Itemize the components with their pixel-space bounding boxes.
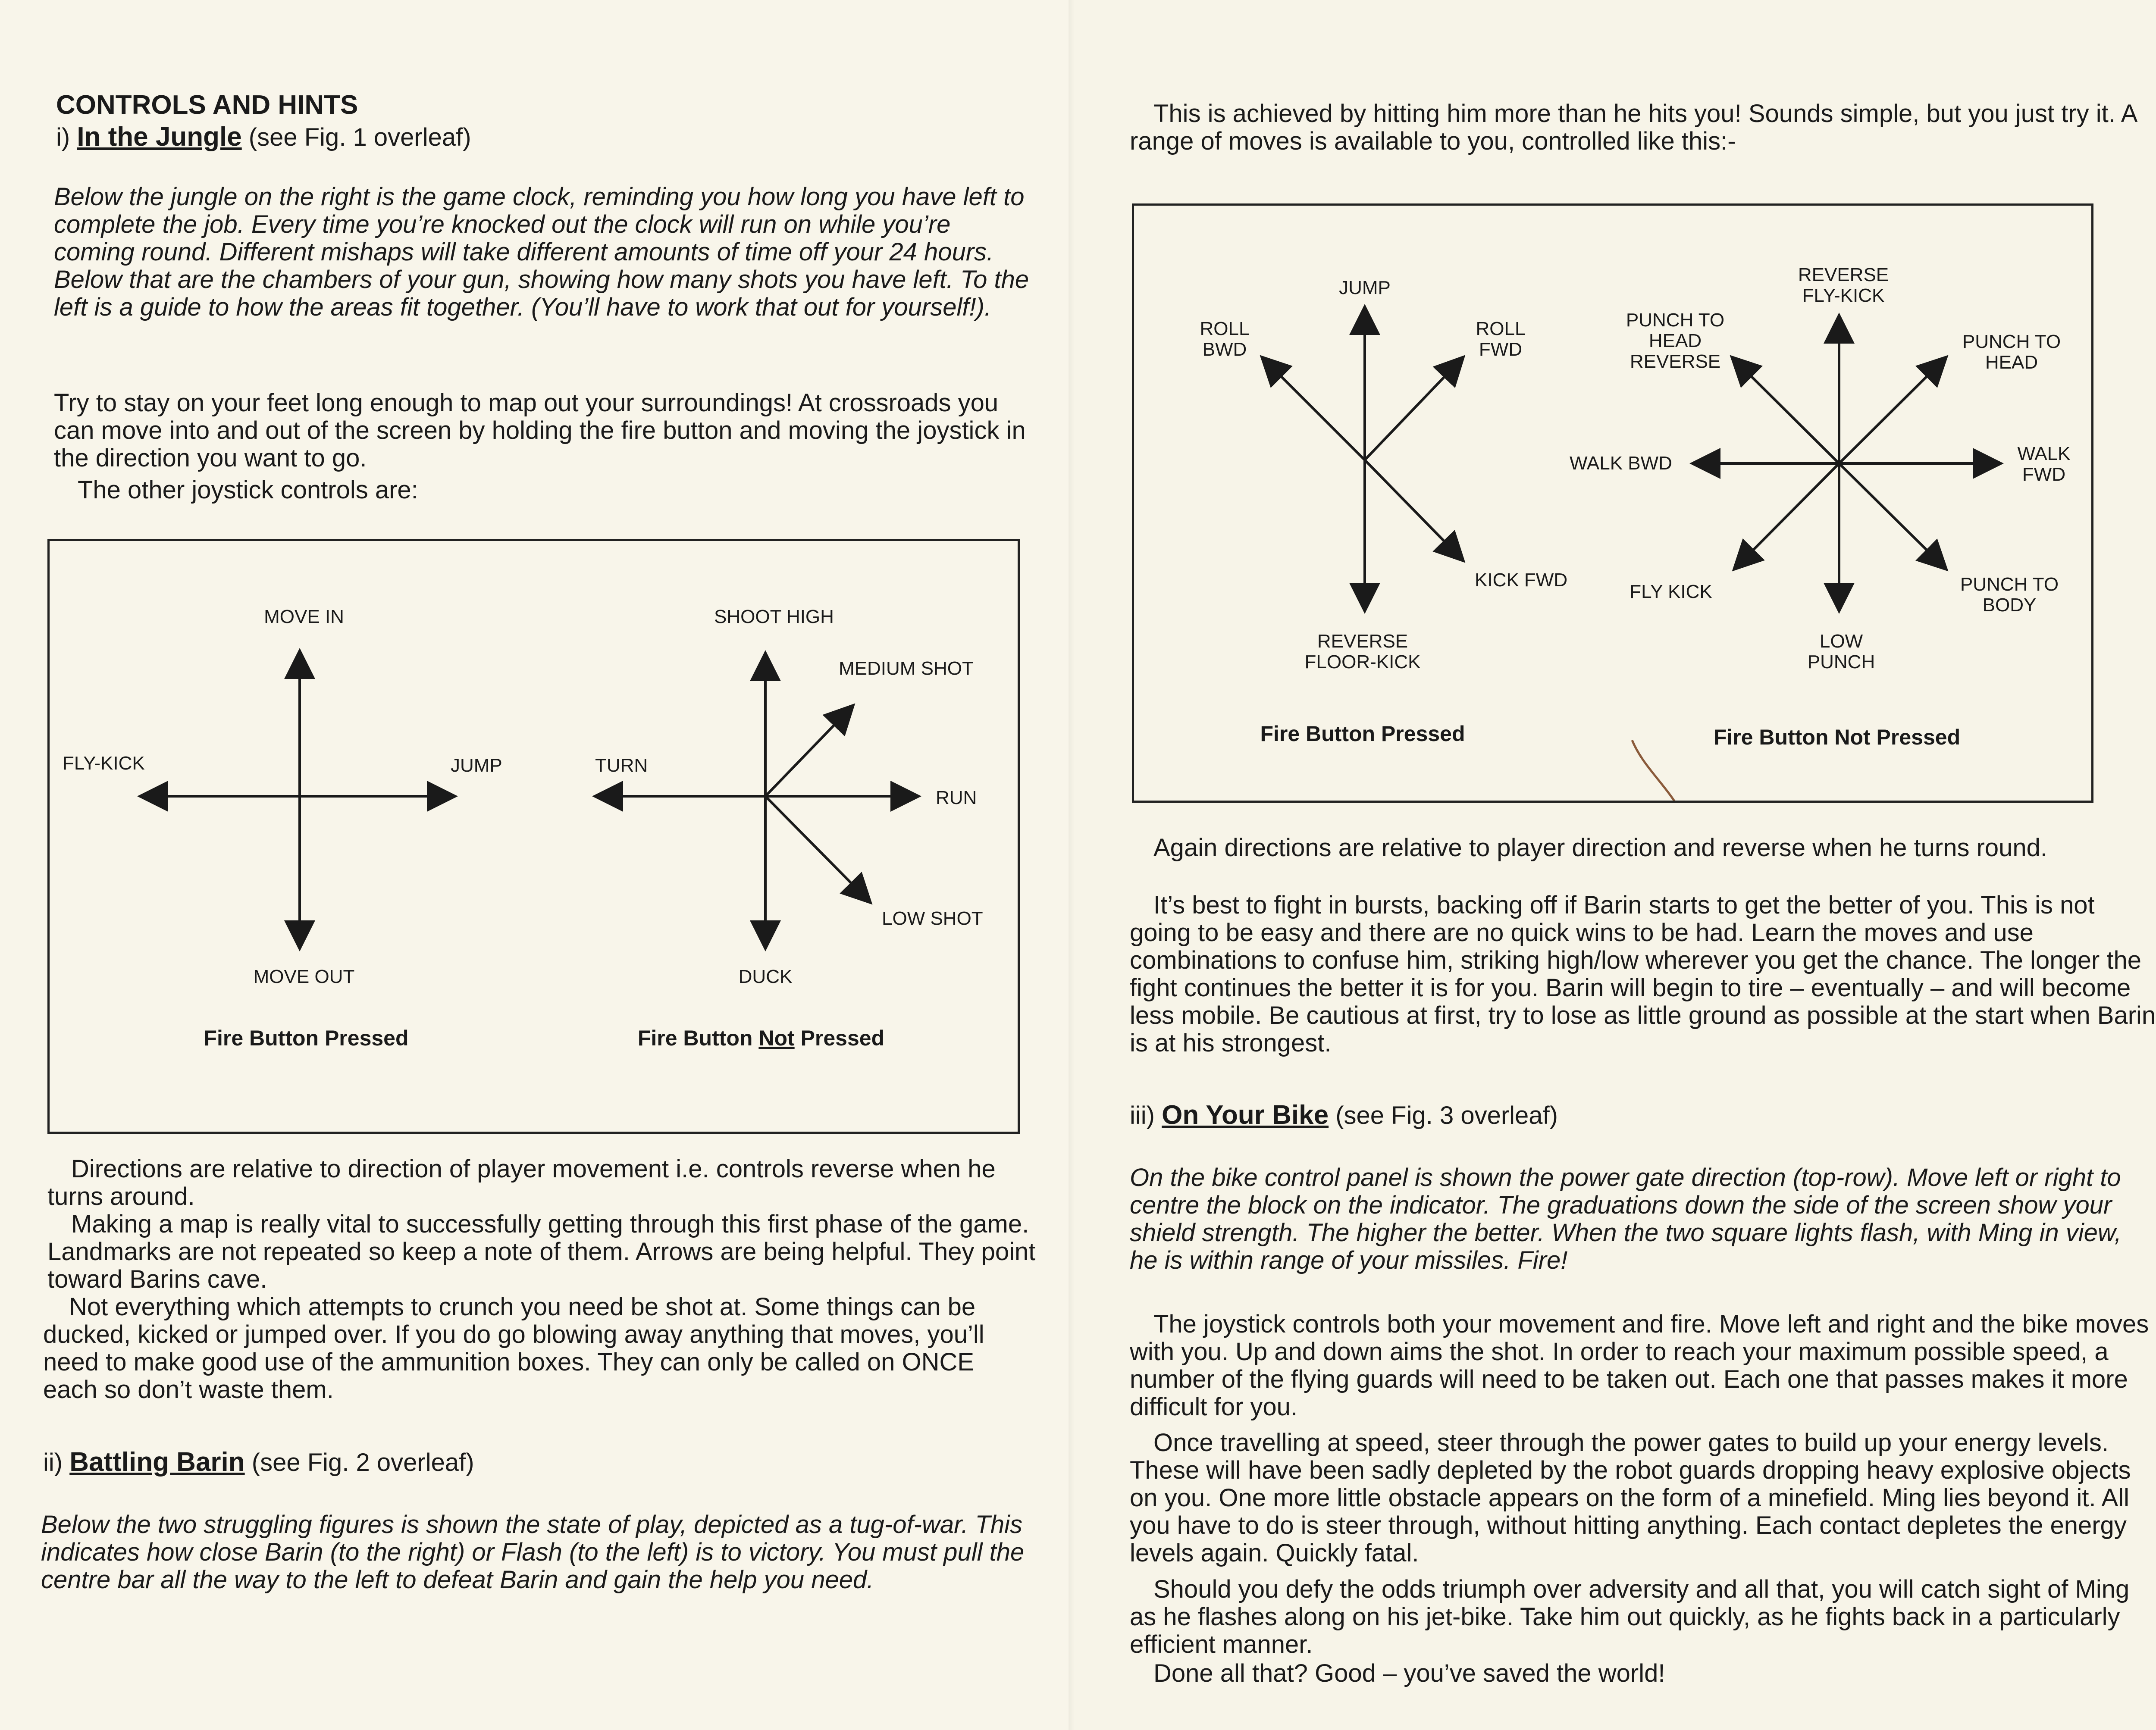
label-medium-shot: MEDIUM SHOT <box>839 658 974 679</box>
jungle-controls-svg <box>50 541 1018 1132</box>
stray-hair-mark <box>1632 740 1680 801</box>
section-bike-heading <box>1130 1101 1558 1129</box>
section-jungle-heading <box>56 123 471 151</box>
barin-moves-svg <box>1134 206 2091 801</box>
jungle-after-1: Directions are relative to direction of player movement i.e. controls reverse when he turns around. <box>47 1155 996 1211</box>
label-jump: JUMP <box>1339 277 1391 298</box>
label-turn: TURN <box>595 755 648 776</box>
barin-para-1: Again directions are relative to player direction and reverse when he turns round. <box>1153 834 2048 862</box>
caption-not-pressed: Fire Button Not Pressed <box>1713 725 1961 749</box>
caption-part: Fire Button <box>637 1026 759 1050</box>
bike-para-4: Done all that? Good – you’ve saved the world! <box>1153 1659 1665 1687</box>
arrow-roll-bwd <box>1263 359 1365 460</box>
arrow-medium-shot <box>765 707 852 796</box>
section-number: i) <box>56 123 77 151</box>
arrow-kick-fwd <box>1365 460 1462 559</box>
label-run: RUN <box>936 787 977 808</box>
label-fly-kick: FLY-KICK <box>63 753 145 774</box>
label-walk-bwd: WALK BWD <box>1570 453 1672 474</box>
label-kick-fwd: KICK FWD <box>1475 569 1568 591</box>
label-fwd: FWD <box>2022 464 2066 485</box>
label-fly-kick: FLY-KICK <box>1802 285 1885 306</box>
label-head: HEAD <box>1648 330 1702 351</box>
label-punch-to: PUNCH TO <box>1960 574 2059 595</box>
section-number: ii) <box>43 1448 70 1477</box>
not-pressed-arrows <box>597 655 916 946</box>
label-jump: JUMP <box>451 755 502 776</box>
label-roll-fwd-a: ROLL <box>1476 318 1526 339</box>
caption-not: Not <box>758 1026 795 1050</box>
caption-part: Pressed <box>794 1026 885 1050</box>
label-punch: PUNCH <box>1807 651 1875 673</box>
label-body: BODY <box>1982 594 2037 616</box>
label-floor-kick: FLOOR-KICK <box>1304 651 1421 673</box>
label-walk: WALK <box>2017 443 2071 464</box>
label-punch-to: PUNCH TO <box>1626 310 1725 331</box>
label-roll-bwd-b: BWD <box>1202 339 1247 360</box>
arrow-roll-fwd <box>1365 359 1462 460</box>
section-title: On Your Bike <box>1162 1100 1329 1130</box>
arrow-punch-head <box>1839 359 1945 463</box>
caption-pressed: Fire Button Pressed <box>1260 722 1465 746</box>
section-ref: (see Fig. 1 overleaf) <box>241 123 471 151</box>
caption-pressed: Fire Button Pressed <box>204 1026 409 1050</box>
label-duck: DUCK <box>738 966 793 987</box>
left-page <box>0 0 1069 1730</box>
label-head: HEAD <box>1985 352 2038 373</box>
label-fly-kick: FLY KICK <box>1630 581 1712 602</box>
barin-para-2: It’s best to fight in bursts, backing off if Barin starts to get the better of you. This is not going to be easy and there are no quick wins to be had. Learn the moves and use combinations to confuse him, striking high/low wherever you get the chance. The longer the fight continues the better it is for you. Barin will begin to tire – eventually – and will become less mobile. Be cautious at first, try to lose as little ground as possible at the start when Barin is at his strongest. <box>1130 891 2156 1057</box>
section-ref: (see Fig. 3 overleaf) <box>1329 1101 1558 1129</box>
section-title: In the Jungle <box>77 122 242 152</box>
label-move-out: MOVE OUT <box>253 966 355 987</box>
middle-page <box>1069 0 2156 1730</box>
barin-moves-diagram <box>1132 203 2093 803</box>
barin-intro-para: This is achieved by hitting him more than he hits you! Sounds simple, but you just try it. A range of moves is available to you, controlled like this:- <box>1130 100 2137 155</box>
arrow-low-shot <box>765 796 869 901</box>
section-title: Battling Barin <box>69 1447 245 1477</box>
label-low: LOW <box>1819 631 1863 652</box>
label-roll-bwd-a: ROLL <box>1200 318 1250 339</box>
arrow-punch-body <box>1839 463 1945 568</box>
bike-para-3: Should you defy the odds triumph over adversity and all that, you will catch sight of Ming as he flashes along on his jet-bike. Take him out quickly, as he fights back in a particularly efficient manner. <box>1130 1575 2130 1658</box>
label-roll-fwd-b: FWD <box>1479 339 1523 360</box>
bike-para-2: Once travelling at speed, steer through the power gates to build up your energy levels. These will have been sadly depleted by the robot guards dropping heavy explosive objects on you. One more little obstacle appears on the form of a minefield. Ming lies beyond it. All you have to do is steer through, without hitting anything. Each contact depletes the energy levels again. Quickly fatal. <box>1130 1429 2131 1567</box>
barin-intro-italic: Below the two struggling figures is shown the state of play, depicted as a tug-of-war. This indicates how close Barin (to the right) or Flash (to the left) is to victory. You must pull the centre bar all the way to the left to defeat Barin and gain the help you need. <box>41 1511 1025 1594</box>
arrow-fly-kick <box>1736 463 1839 568</box>
section-number: iii) <box>1130 1101 1162 1129</box>
pressed-arrows <box>142 653 453 946</box>
label-low-shot: LOW SHOT <box>882 908 983 929</box>
label-shoot-high: SHOOT HIGH <box>714 606 834 627</box>
bike-intro-italic: On the bike control panel is shown the power gate direction (top-row). Move left or right to centre the block on the indicator. The graduations down the side of the screen show your shield strength. The higher the better. When the two square lights flash, with Ming in view, he is within range of your missiles. Fire! <box>1130 1164 2122 1274</box>
section-barin-heading <box>43 1448 474 1477</box>
fold-line <box>1069 0 1075 1730</box>
pressed-arrows <box>1263 309 1462 609</box>
arrow-punch-head-reverse <box>1733 359 1839 463</box>
bike-para-1: The joystick controls both your movement and fire. Move left and right and the bike moves with you. Up and down aims the shot. In order to reach your maximum possible speed, a number of the flying guards will need to be taken out. Each one that passes makes it more difficult for you. <box>1130 1310 2149 1421</box>
jungle-para-1: Try to stay on your feet long enough to map out your surroundings! At crossroads you can move into and out of the screen by holding the fire button and moving the joystick in the direction you want to go. <box>54 389 1026 472</box>
jungle-intro-italic: Below the jungle on the right is the game clock, reminding you how long you have left to complete the job. Every time you’re knocked out the clock will run on while you’re coming round. Different mishaps will take different amounts of time off your 24 hours. Below that are the chambers of your gun, showing how many shots you have left. To the left is a guide to how the areas fit together. (You’ll have to work that out for yourself!). <box>54 183 1029 321</box>
jungle-after-3: Not everything which attempts to crunch you need be shot at. Some things can be ducked, kicked or jumped over. If you do go blowing away anything that moves, you’ll need to make good use of the ammunition boxes. They can only be called on ONCE each so don’t waste them. <box>43 1293 984 1404</box>
label-move-in: MOVE IN <box>264 606 344 627</box>
label-punch-to: PUNCH TO <box>1962 331 2061 352</box>
jungle-controls-diagram <box>47 539 1020 1134</box>
not-pressed-arrows <box>1695 318 1999 609</box>
section-ref: (see Fig. 2 overleaf) <box>244 1448 474 1477</box>
label-reverse: REVERSE <box>1798 264 1889 285</box>
jungle-para-2: The other joystick controls are: <box>78 476 418 504</box>
label-reverse: REVERSE <box>1630 351 1721 372</box>
caption-not-pressed <box>638 1026 884 1050</box>
label-reverse: REVERSE <box>1317 631 1408 652</box>
page-heading: CONTROLS AND HINTS <box>56 90 358 120</box>
jungle-after-2: Making a map is really vital to successfully getting through this first phase of the game. Landmarks are not repeated so keep a note of them. Arrows are being helpful. They point toward Barins cave. <box>47 1210 1036 1293</box>
